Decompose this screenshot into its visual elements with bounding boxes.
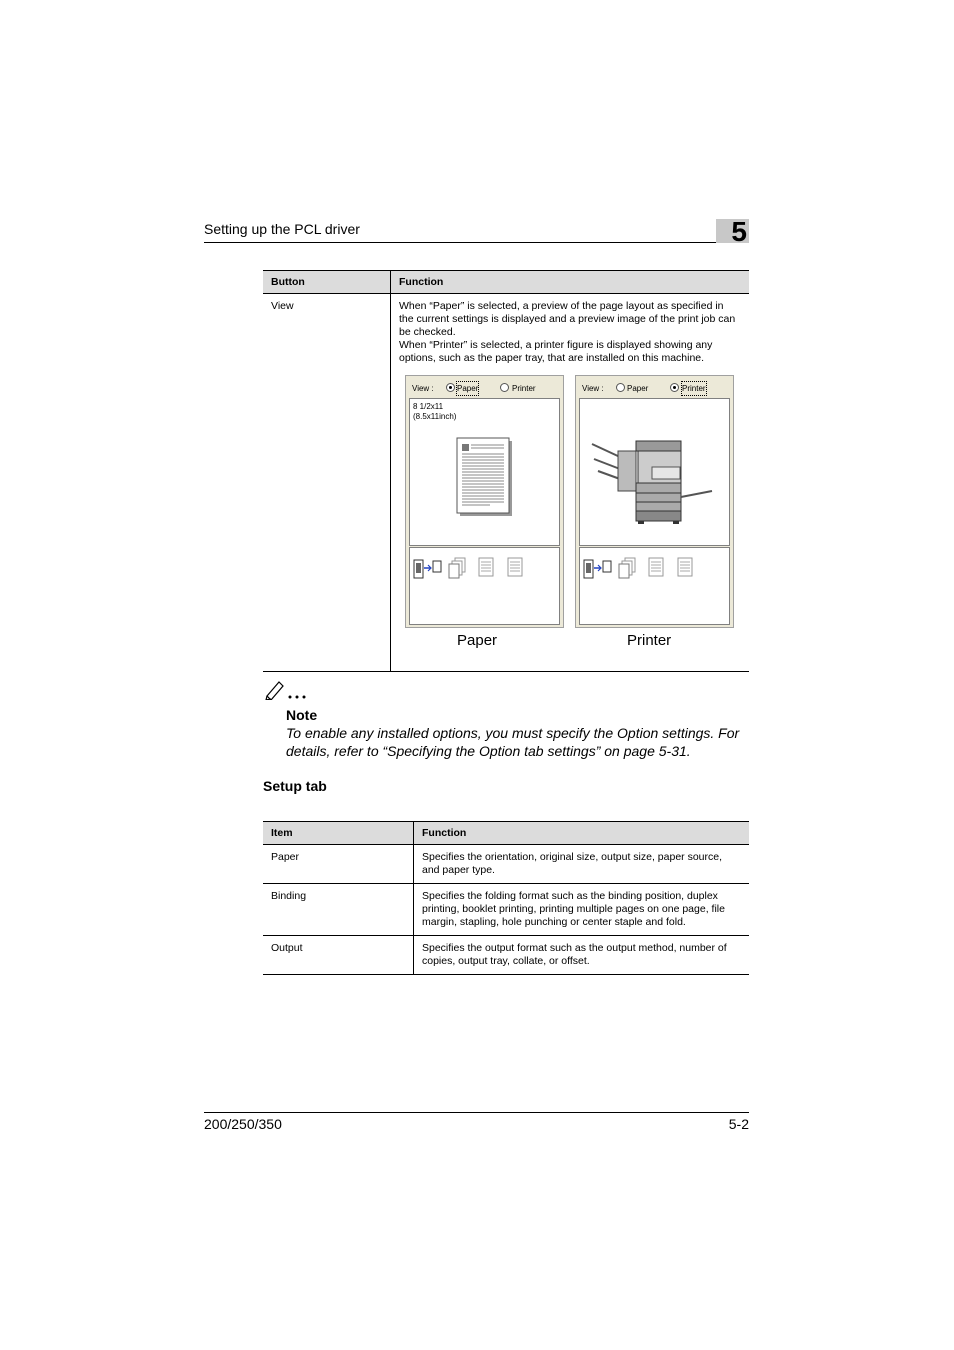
view-bar [582,380,727,394]
table-row [263,294,749,672]
printer-radio[interactable] [670,383,679,392]
paper-preview-window [405,375,564,628]
cell-item: Paper [263,845,414,884]
printer-radio-label: Printer [682,384,706,393]
printer-figure-pane [579,398,730,546]
footer-rule [204,1112,749,1113]
table-row [263,936,749,975]
cell-function: Specifies the orientation, original size, output size, paper source, and paper type. [414,845,750,884]
view-bar [412,380,557,394]
cell-function [391,294,750,672]
job-preview-pane [579,547,730,625]
setup-tab-table [263,821,749,975]
paper-size-line2: (8.5x11inch) [413,412,457,421]
paper-caption: Paper [457,632,498,649]
printer-radio[interactable] [500,383,509,392]
chapter-number-text: 5 [731,216,747,247]
paper-radio-label: Paper [627,384,649,393]
note-body: To enable any installed options, you must specify the Option settings. For details, refer to “Specifying the Option tab settings” on page 5-31. [286,725,740,759]
job-thumbnails-icon [410,548,559,624]
job-preview-pane [409,547,560,625]
cell-item: Output [263,936,414,975]
footer-model: 200/250/350 [204,1116,282,1132]
cell-function: Specifies the folding format such as the binding position, duplex printing, booklet printing, printing multiple pages on one page, file margin, stapling, hole punching or center staple and fold. [414,884,750,936]
printer-machine-icon [580,399,729,545]
view-label: View : [582,384,604,393]
page-layout-preview [409,398,560,546]
table-row [263,845,749,884]
section-title: Setup tab [263,778,327,794]
job-thumbnails-icon [580,548,729,624]
col-header-button: Button [263,271,391,294]
table-row [263,884,749,936]
chapter-number [716,216,749,247]
view-previews [399,375,741,665]
page-thumbnail-icon [410,399,559,545]
paper-size-line1: 8 1/2x11 [413,402,444,411]
function-description: When “Paper” is selected, a preview of the page layout as specified in the current settings is displayed and a preview image of the print job can be checked. When “Printer” is selected, a printer figure is displayed showing any options, such as the paper tray, that are installed on this machine. [399,300,736,364]
header-rule [204,242,716,243]
cell-item: Binding [263,884,414,936]
printer-caption: Printer [627,632,672,649]
paper-radio-label: Paper [457,384,479,393]
table-header-row [263,822,749,845]
col-header-function: Function [391,271,750,294]
cell-button: View [263,294,391,672]
paper-radio[interactable] [616,383,625,392]
button-function-table [263,270,749,672]
footer-page-number: 5-2 [728,1116,749,1132]
col-header-function: Function [414,822,750,845]
page-header-title: Setting up the PCL driver [204,221,360,237]
note-pencil-icon [264,678,310,700]
table-header-row [263,271,749,294]
view-label: View : [412,384,434,393]
printer-radio-label: Printer [512,384,536,393]
printer-preview-window [575,375,734,628]
note-title: Note [286,707,318,723]
paper-radio[interactable] [446,383,455,392]
col-header-item: Item [263,822,414,845]
cell-function: Specifies the output format such as the output method, number of copies, output tray, collate, or offset. [414,936,750,975]
